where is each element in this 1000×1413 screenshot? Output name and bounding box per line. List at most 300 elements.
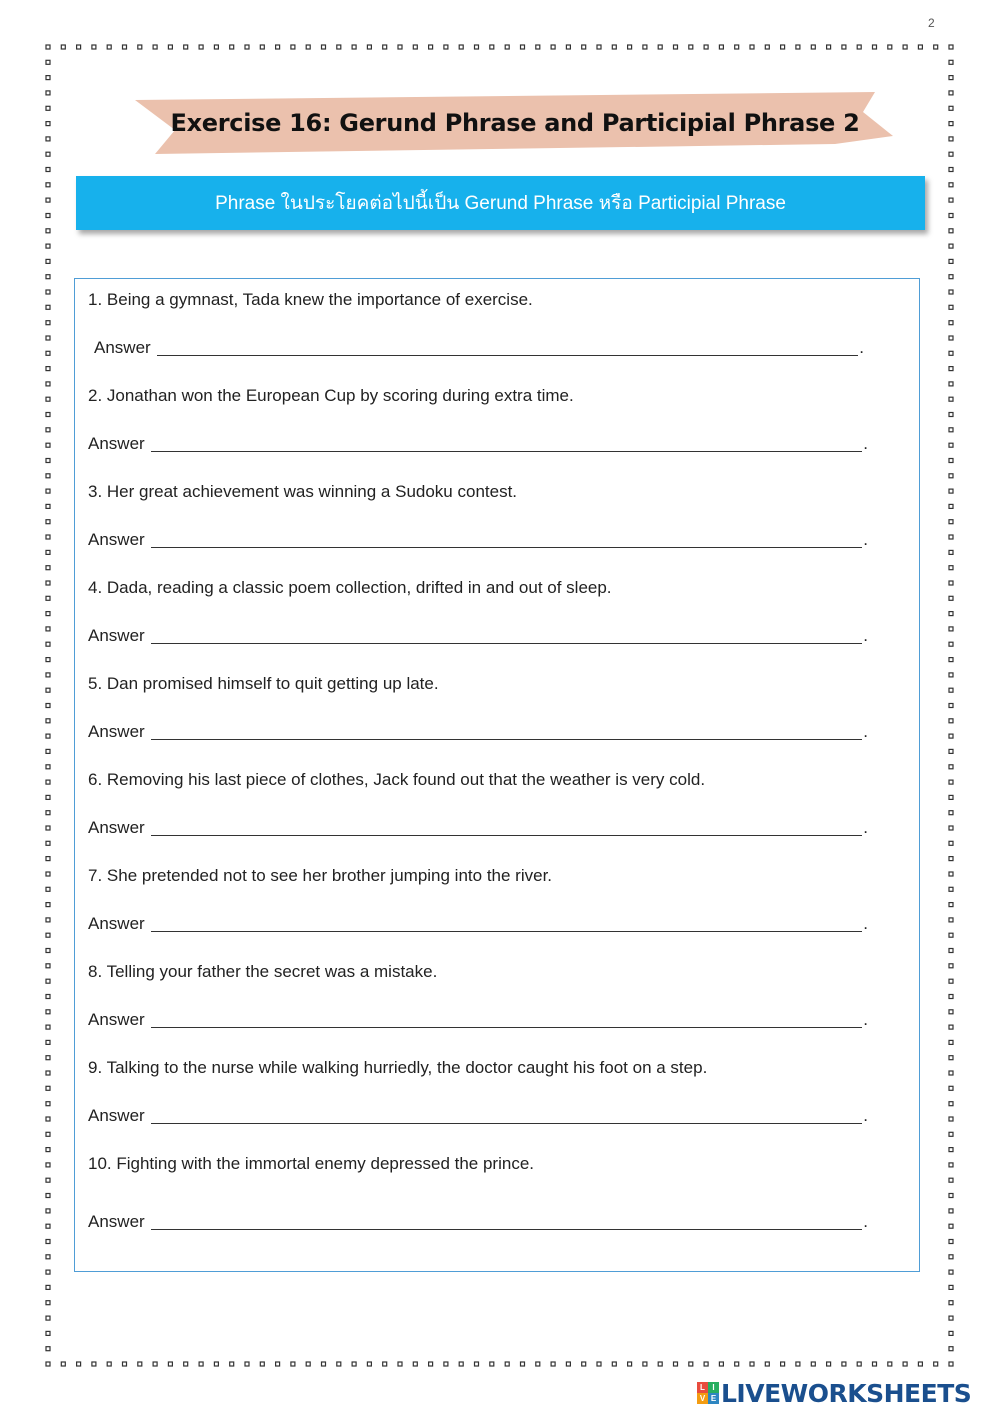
border-dot (490, 1362, 494, 1366)
border-dot (46, 91, 50, 95)
border-dot (46, 688, 50, 692)
border-dot (658, 1362, 662, 1366)
border-dot (276, 45, 280, 49)
border-dot (842, 1362, 846, 1366)
logo-text: LIVEWORKSHEETS (721, 1378, 972, 1408)
answer-row-10 (88, 1212, 868, 1232)
border-dot (949, 474, 953, 478)
border-dot (46, 1117, 50, 1121)
border-dot (949, 1285, 953, 1289)
border-dot (949, 841, 953, 845)
border-dot (260, 45, 264, 49)
border-dot (199, 1362, 203, 1366)
answer-input-5[interactable] (151, 724, 863, 740)
border-dot (413, 45, 417, 49)
border-dot (153, 45, 157, 49)
border-dot (949, 581, 953, 585)
border-dot (475, 1362, 479, 1366)
border-dot (46, 612, 50, 616)
border-dot (46, 1362, 50, 1366)
border-dot (245, 1362, 249, 1366)
border-dot (46, 290, 50, 294)
border-dot (459, 1362, 463, 1366)
border-dot (291, 1362, 295, 1366)
border-dot (61, 1362, 65, 1366)
border-dot (628, 1362, 632, 1366)
border-dot (77, 1362, 81, 1366)
border-dot (888, 45, 892, 49)
border-dot (92, 45, 96, 49)
border-dot (719, 1362, 723, 1366)
answer-end: . (863, 530, 868, 549)
question-10: 10. Fighting with the immortal enemy depressed the prince. (88, 1154, 535, 1173)
border-dot (168, 45, 172, 49)
logo-badge-letter: I (708, 1382, 719, 1393)
answer-label: Answer (88, 530, 145, 549)
border-dot (46, 1270, 50, 1274)
border-dot (949, 321, 953, 325)
border-dot (444, 1362, 448, 1366)
border-dot (46, 367, 50, 371)
title-banner (135, 88, 895, 158)
border-dot (949, 367, 953, 371)
border-dot (949, 673, 953, 677)
border-dot (949, 351, 953, 355)
border-dot (46, 1071, 50, 1075)
border-dot (949, 1178, 953, 1182)
page-number: 2 (928, 16, 935, 30)
border-dot (429, 45, 433, 49)
border-dot (245, 45, 249, 49)
border-dot (949, 520, 953, 524)
border-dot (949, 1331, 953, 1335)
border-dot (811, 45, 815, 49)
border-dot (46, 1163, 50, 1167)
border-dot (260, 1362, 264, 1366)
border-dot (949, 995, 953, 999)
border-dot (92, 1362, 96, 1366)
border-dot (46, 642, 50, 646)
border-dot (949, 979, 953, 983)
border-dot (475, 45, 479, 49)
border-dot (949, 1255, 953, 1259)
border-dot (46, 765, 50, 769)
border-dot (383, 45, 387, 49)
border-dot (46, 1240, 50, 1244)
border-dot (612, 45, 616, 49)
border-dot (46, 658, 50, 662)
border-dot (46, 903, 50, 907)
border-dot (750, 1362, 754, 1366)
border-dot (949, 60, 953, 64)
border-dot (46, 229, 50, 233)
border-dot (735, 1362, 739, 1366)
border-dot (46, 1194, 50, 1198)
border-dot (46, 535, 50, 539)
border-dot (490, 45, 494, 49)
border-dot (551, 45, 555, 49)
border-dot (827, 1362, 831, 1366)
border-dot (949, 443, 953, 447)
border-dot (46, 596, 50, 600)
border-dot (628, 45, 632, 49)
answer-end: . (863, 1106, 868, 1125)
answer-label: Answer (88, 818, 145, 837)
border-dot (949, 1071, 953, 1075)
border-dot (949, 1209, 953, 1213)
border-dot (949, 275, 953, 279)
border-dot (46, 673, 50, 677)
border-dot (46, 826, 50, 830)
border-dot (949, 719, 953, 723)
border-dot (46, 382, 50, 386)
border-dot (735, 45, 739, 49)
border-dot (46, 1132, 50, 1136)
border-dot (873, 45, 877, 49)
border-dot (796, 1362, 800, 1366)
border-dot (949, 122, 953, 126)
border-dot (918, 1362, 922, 1366)
border-dot (214, 1362, 218, 1366)
border-dot (46, 244, 50, 248)
border-dot (398, 1362, 402, 1366)
border-dot (168, 1362, 172, 1366)
border-dot (949, 504, 953, 508)
border-dot (46, 964, 50, 968)
border-dot (949, 305, 953, 309)
border-dot (949, 1102, 953, 1106)
border-dot (903, 1362, 907, 1366)
border-dot (551, 1362, 555, 1366)
border-dot (383, 1362, 387, 1366)
answer-label: Answer (88, 914, 145, 933)
answer-end: . (863, 722, 868, 741)
border-dot (337, 45, 341, 49)
border-dot (291, 45, 295, 49)
border-dot (46, 1025, 50, 1029)
border-dot (658, 45, 662, 49)
answer-row-2 (88, 434, 868, 454)
border-dot (46, 1148, 50, 1152)
answer-label: Answer (88, 1010, 145, 1029)
answer-end: . (863, 818, 868, 837)
border-dot (46, 949, 50, 953)
border-dot (949, 918, 953, 922)
answer-input-3[interactable] (151, 532, 863, 548)
border-dot (689, 1362, 693, 1366)
border-dot (459, 45, 463, 49)
border-dot (214, 45, 218, 49)
border-dot (46, 336, 50, 340)
border-dot (934, 45, 938, 49)
border-dot (46, 887, 50, 891)
border-dot (949, 872, 953, 876)
border-dot (949, 933, 953, 937)
border-dot (46, 397, 50, 401)
border-dot (536, 45, 540, 49)
border-dot (46, 413, 50, 417)
answer-end: . (863, 1212, 868, 1231)
border-dot (949, 1056, 953, 1060)
border-dot (949, 658, 953, 662)
border-dot (46, 1255, 50, 1259)
border-dot (949, 1163, 953, 1167)
border-dot (949, 459, 953, 463)
border-dot (582, 45, 586, 49)
answer-input-6[interactable] (151, 820, 863, 836)
border-dot (46, 459, 50, 463)
border-dot (949, 535, 953, 539)
border-dot (949, 1194, 953, 1198)
border-dot (46, 137, 50, 141)
border-dot (949, 413, 953, 417)
border-dot (949, 1117, 953, 1121)
border-dot (46, 1010, 50, 1014)
border-dot (429, 1362, 433, 1366)
answer-label: Answer (88, 434, 145, 453)
answer-end: . (863, 626, 868, 645)
border-dot (949, 1040, 953, 1044)
border-dot (674, 45, 678, 49)
border-dot (46, 627, 50, 631)
border-dot (153, 1362, 157, 1366)
border-dot (46, 183, 50, 187)
border-dot (46, 520, 50, 524)
border-dot (46, 857, 50, 861)
border-dot (107, 45, 111, 49)
instruction-bar: Phrase ในประโยคต่อไปนี้เป็น Gerund Phrase หรือ Participial Phrase (76, 176, 925, 230)
border-dot (46, 1331, 50, 1335)
border-dot (46, 305, 50, 309)
border-dot (949, 214, 953, 218)
answer-input-8[interactable] (151, 1012, 863, 1028)
border-dot (566, 45, 570, 49)
border-dot (46, 1178, 50, 1182)
answer-label: Answer (88, 1212, 145, 1231)
border-dot (46, 1224, 50, 1228)
border-dot (949, 795, 953, 799)
border-dot (46, 780, 50, 784)
border-dot (46, 106, 50, 110)
border-dot (46, 749, 50, 753)
border-dot (949, 903, 953, 907)
border-dot (949, 642, 953, 646)
border-dot (934, 1362, 938, 1366)
answer-input-9[interactable] (151, 1108, 863, 1124)
answer-label: Answer (88, 1106, 145, 1125)
border-dot (827, 45, 831, 49)
border-dot (306, 45, 310, 49)
border-dot (765, 1362, 769, 1366)
border-dot (46, 443, 50, 447)
border-dot (46, 351, 50, 355)
border-dot (873, 1362, 877, 1366)
border-dot (781, 45, 785, 49)
border-dot (949, 550, 953, 554)
border-dot (46, 76, 50, 80)
border-dot (46, 795, 50, 799)
border-dot (949, 106, 953, 110)
border-dot (949, 765, 953, 769)
answer-row-9 (88, 1106, 868, 1126)
border-dot (46, 581, 50, 585)
question-6: 6. Removing his last piece of clothes, Jack found out that the weather is very cold. (88, 770, 706, 789)
border-dot (138, 45, 142, 49)
border-dot (949, 566, 953, 570)
border-dot (949, 91, 953, 95)
border-dot (643, 45, 647, 49)
border-dot (46, 841, 50, 845)
border-dot (949, 749, 953, 753)
answer-input-2[interactable] (151, 436, 863, 452)
border-dot (949, 734, 953, 738)
question-4: 4. Dada, reading a classic poem collection, drifted in and out of sleep. (88, 578, 612, 597)
answer-end: . (859, 338, 864, 357)
border-dot (46, 995, 50, 999)
border-dot (949, 1025, 953, 1029)
border-dot (949, 1301, 953, 1305)
logo-badge-icon (697, 1382, 719, 1404)
border-dot (674, 1362, 678, 1366)
border-dot (842, 45, 846, 49)
border-dot (46, 1285, 50, 1289)
border-dot (306, 1362, 310, 1366)
border-dot (322, 1362, 326, 1366)
border-dot (46, 704, 50, 708)
border-dot (46, 259, 50, 263)
question-8: 8. Telling your father the secret was a mistake. (88, 962, 438, 981)
border-dot (46, 1347, 50, 1351)
border-dot (230, 45, 234, 49)
answer-end: . (863, 914, 868, 933)
border-dot (367, 1362, 371, 1366)
border-dot (704, 1362, 708, 1366)
answer-input-1[interactable] (157, 340, 859, 356)
border-dot (352, 1362, 356, 1366)
border-dot (107, 1362, 111, 1366)
question-2: 2. Jonathan won the European Cup by scoring during extra time. (88, 386, 574, 405)
border-dot (949, 596, 953, 600)
border-dot (811, 1362, 815, 1366)
border-dot (949, 1224, 953, 1228)
border-dot (46, 1056, 50, 1060)
border-dot (949, 704, 953, 708)
border-dot (367, 45, 371, 49)
border-dot (949, 168, 953, 172)
border-dot (949, 45, 953, 49)
border-dot (949, 1270, 953, 1274)
border-dot (46, 1086, 50, 1090)
border-dot (46, 1316, 50, 1320)
answer-row-7 (88, 914, 868, 934)
border-dot (949, 290, 953, 294)
border-dot (46, 60, 50, 64)
border-dot (689, 45, 693, 49)
border-dot (46, 933, 50, 937)
border-dot (949, 857, 953, 861)
exercise-title: Exercise 16: Gerund Phrase and Participial Phrase 2 (170, 109, 860, 137)
border-dot (46, 566, 50, 570)
border-dot (46, 1102, 50, 1106)
border-dot (46, 428, 50, 432)
question-7: 7. She pretended not to see her brother jumping into the river. (88, 866, 553, 885)
border-dot (949, 627, 953, 631)
border-dot (918, 45, 922, 49)
border-dot (765, 45, 769, 49)
border-dot (46, 1301, 50, 1305)
border-dot (781, 1362, 785, 1366)
answer-label: Answer (88, 626, 145, 645)
border-dot (949, 1132, 953, 1136)
border-dot (521, 1362, 525, 1366)
border-dot (46, 550, 50, 554)
border-dot (949, 198, 953, 202)
border-dot (276, 1362, 280, 1366)
border-dot (949, 428, 953, 432)
border-dot (949, 688, 953, 692)
border-dot (46, 168, 50, 172)
answer-input-10[interactable] (151, 1214, 863, 1230)
border-dot (46, 734, 50, 738)
liveworksheets-logo (697, 1378, 971, 1408)
border-dot (949, 152, 953, 156)
border-dot (199, 45, 203, 49)
border-dot (46, 275, 50, 279)
border-dot (582, 1362, 586, 1366)
border-dot (444, 45, 448, 49)
border-dot (46, 198, 50, 202)
border-dot (949, 1240, 953, 1244)
border-dot (597, 45, 601, 49)
answer-input-7[interactable] (151, 916, 863, 932)
border-dot (949, 137, 953, 141)
border-dot (719, 45, 723, 49)
border-dot (566, 1362, 570, 1366)
answer-end: . (863, 1010, 868, 1029)
border-dot (138, 1362, 142, 1366)
border-dot (597, 1362, 601, 1366)
logo-badge-letter: V (697, 1393, 708, 1404)
border-dot (949, 949, 953, 953)
border-dot (46, 214, 50, 218)
answer-row-4 (88, 626, 868, 646)
border-dot (796, 45, 800, 49)
border-dot (46, 489, 50, 493)
border-dot (46, 504, 50, 508)
border-dot (903, 45, 907, 49)
border-dot (949, 826, 953, 830)
answer-input-4[interactable] (151, 628, 863, 644)
answer-label: Answer (94, 338, 151, 357)
border-dot (46, 1209, 50, 1213)
border-dot (230, 1362, 234, 1366)
border-dot (505, 1362, 509, 1366)
border-dot (750, 45, 754, 49)
border-dot (61, 45, 65, 49)
border-dot (46, 1040, 50, 1044)
border-dot (949, 1316, 953, 1320)
border-dot (949, 780, 953, 784)
question-1: 1. Being a gymnast, Tada knew the importance of exercise. (88, 290, 533, 309)
border-dot (949, 612, 953, 616)
answer-row-3 (88, 530, 868, 550)
border-dot (949, 336, 953, 340)
border-dot (949, 1086, 953, 1090)
border-dot (643, 1362, 647, 1366)
border-dot (536, 1362, 540, 1366)
border-dot (352, 45, 356, 49)
border-dot (46, 152, 50, 156)
